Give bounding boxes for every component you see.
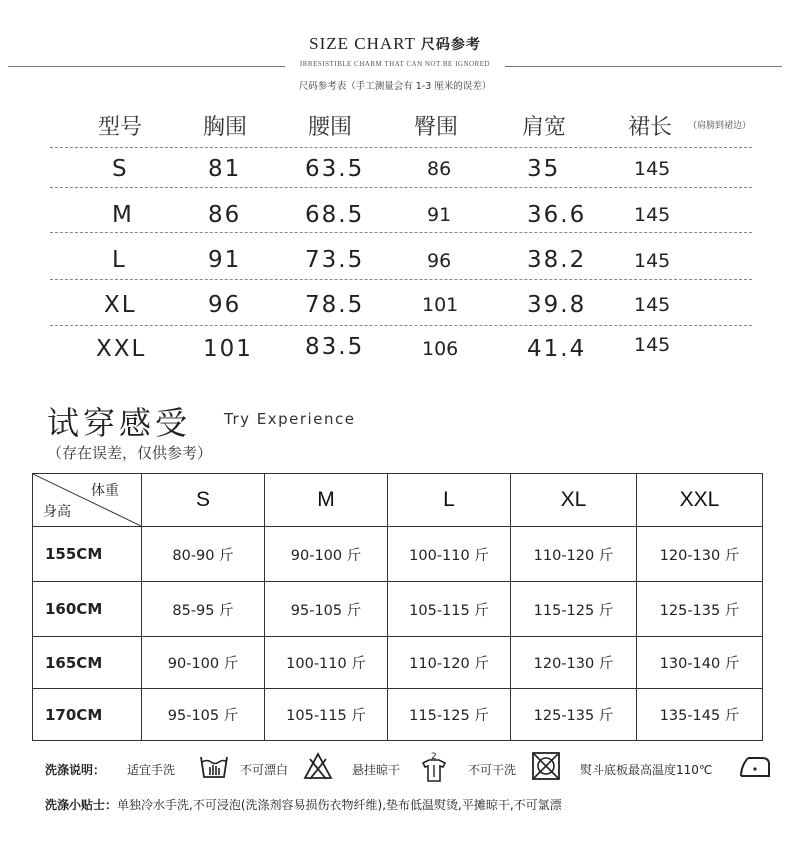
washing-label: 洗涤说明： [45, 763, 106, 777]
weight-cell: 130-140 斤 [637, 637, 763, 689]
row-divider [50, 147, 752, 148]
height-cell: 160CM [33, 582, 142, 637]
chest-cell: 96 [208, 292, 242, 318]
experience-subtitle: Try Experience [224, 410, 356, 428]
height-cell: 170CM [33, 689, 142, 741]
length-cell: 145 [634, 158, 671, 180]
row-divider [50, 325, 752, 326]
hip-cell: 86 [427, 158, 452, 180]
waist-cell: 73.5 [305, 247, 365, 273]
table-row [33, 527, 763, 582]
experience-note: （存在误差，仅供参考） [47, 444, 213, 462]
shoulder-cell: 41.4 [527, 336, 587, 362]
height-cell: 165CM [33, 637, 142, 689]
weight-cell: 95-105 斤 [142, 689, 265, 741]
weight-cell: 125-135 斤 [637, 582, 763, 637]
length-cell: 145 [634, 334, 671, 356]
weight-cell: 105-115 斤 [265, 689, 388, 741]
tips-text: 单独冷水手洗,不可浸泡(洗涤剂容易损伤衣物纤维),垫布低温熨烫,平摊晾干,不可氯漂 [117, 798, 562, 812]
shoulder-cell: 38.2 [527, 247, 587, 273]
size-cell: XL [104, 292, 137, 318]
table-row [33, 582, 763, 637]
waist-cell: 63.5 [305, 156, 365, 182]
table-row [33, 637, 763, 689]
weight-cell: 100-110 斤 [388, 527, 511, 582]
experience-title: 试穿感受 [47, 404, 192, 442]
header-size-s: S [142, 474, 265, 527]
wash-item-text: 不可漂白 [240, 763, 289, 777]
weight-cell: 110-120 斤 [388, 637, 511, 689]
waist-cell: 83.5 [305, 334, 365, 360]
col-header-waist: 腰围 [308, 115, 353, 140]
chest-cell: 91 [208, 247, 242, 273]
col-header-length: 裙长 [628, 115, 673, 140]
waist-cell: 68.5 [305, 202, 365, 228]
weight-cell: 125-135 斤 [511, 689, 637, 741]
weight-cell: 90-100 斤 [142, 637, 265, 689]
col-header-hip: 臀围 [414, 115, 459, 140]
height-cell: 155CM [33, 527, 142, 582]
table-row [33, 689, 763, 741]
corner-cell [33, 474, 142, 527]
size-chart-title [0, 34, 790, 54]
weight-cell: 120-130 斤 [511, 637, 637, 689]
size-cell: L [112, 247, 127, 273]
chest-cell: 81 [208, 156, 242, 182]
col-header-model: 型号 [98, 115, 143, 140]
size-cell: XXL [96, 336, 147, 362]
corner-height-label: 身高 [43, 504, 71, 520]
weight-cell: 135-145 斤 [637, 689, 763, 741]
corner-weight-label: 体重 [91, 483, 119, 499]
header-size-xl: XL [511, 474, 637, 527]
iron-icon [738, 754, 772, 780]
shoulder-cell: 36.6 [527, 202, 587, 228]
weight-cell: 110-120 斤 [511, 527, 637, 582]
header-size-xxl: XXL [637, 474, 763, 527]
size-cell: M [112, 202, 134, 228]
wash-item-text: 熨斗底板最高温度110℃ [580, 763, 713, 777]
header-size-l: L [388, 474, 511, 527]
hang-dry-icon [419, 751, 449, 783]
shoulder-cell: 39.8 [527, 292, 587, 318]
row-divider [50, 232, 752, 233]
hip-cell: 96 [427, 250, 452, 272]
length-cell: 145 [634, 204, 671, 226]
weight-cell: 120-130 斤 [637, 527, 763, 582]
weight-cell: 80-90 斤 [142, 527, 265, 582]
header-note: 尺码参考表（手工测量会有 1-3 厘米的误差） [298, 81, 492, 92]
weight-cell: 95-105 斤 [265, 582, 388, 637]
size-cell: S [112, 156, 129, 182]
svg-text:2: 2 [431, 752, 437, 762]
wash-item-text: 不可干洗 [468, 763, 517, 777]
weight-cell: 100-110 斤 [265, 637, 388, 689]
shoulder-cell: 35 [527, 156, 561, 182]
tips-label: 洗涤小贴士： [45, 798, 118, 812]
row-divider [50, 279, 752, 280]
weight-cell: 115-125 斤 [511, 582, 637, 637]
length-cell: 145 [634, 294, 671, 316]
hand-wash-icon [199, 751, 229, 781]
col-header-length-note: （肩膀到裙边） [688, 121, 752, 131]
wash-item-text: 适宜手洗 [127, 763, 176, 777]
header-size-m: M [265, 474, 388, 527]
weight-cell: 115-125 斤 [388, 689, 511, 741]
no-dry-clean-icon [531, 751, 561, 781]
hip-cell: 91 [427, 204, 452, 226]
hip-cell: 106 [422, 338, 459, 360]
weight-cell: 105-115 斤 [388, 582, 511, 637]
wash-item-text: 悬挂晾干 [352, 763, 401, 777]
chest-cell: 86 [208, 202, 242, 228]
waist-cell: 78.5 [305, 292, 365, 318]
no-bleach-icon [303, 751, 333, 781]
table-header-row [33, 474, 763, 527]
length-cell: 145 [634, 250, 671, 272]
hip-cell: 101 [422, 294, 459, 316]
weight-cell: 90-100 斤 [265, 527, 388, 582]
header-subtitle: IRRESISTIBLE CHARM THAT CAN NOT BE IGNORED [285, 60, 505, 68]
size-chart-title-en: SIZE CHART [309, 34, 416, 53]
col-header-shoulder: 肩宽 [522, 115, 567, 140]
row-divider [50, 187, 752, 188]
weight-cell: 85-95 斤 [142, 582, 265, 637]
experience-table [32, 473, 763, 741]
chest-cell: 101 [203, 336, 253, 362]
washing-tips [45, 796, 562, 813]
col-header-chest: 胸围 [203, 115, 248, 140]
size-chart-title-cn: 尺码参考 [420, 37, 481, 53]
